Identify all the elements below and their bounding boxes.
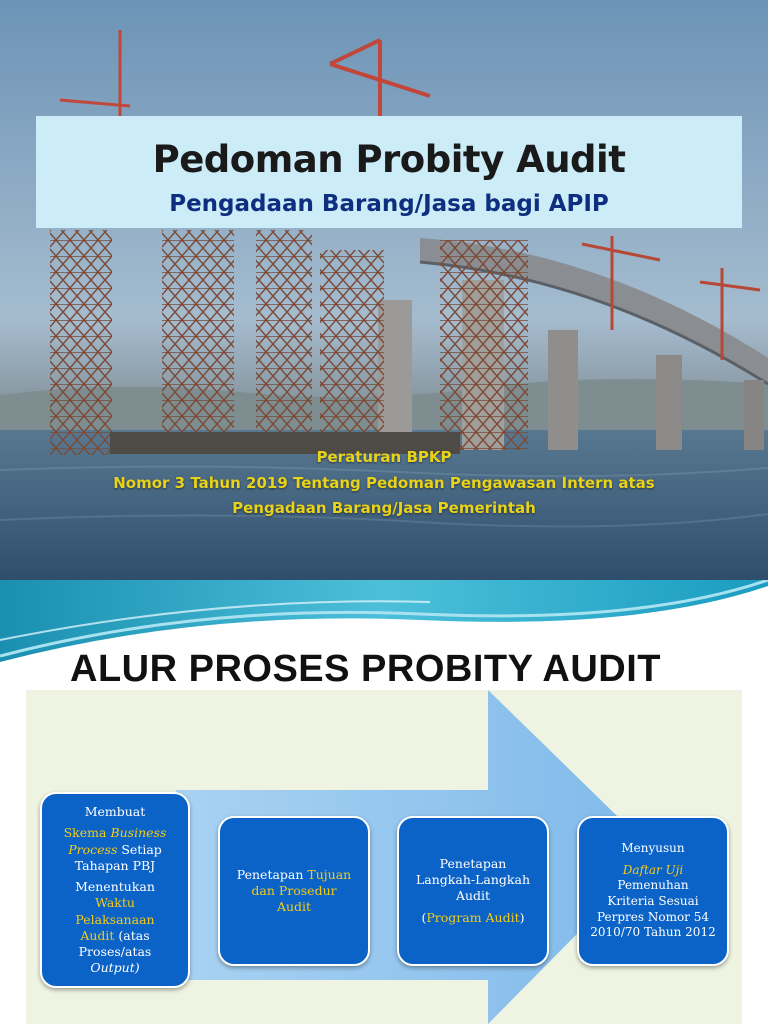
step-3-line-1: Penetapan [439,855,507,871]
slide-title: Pedoman Probity Audit [152,138,626,181]
step-2-penetapan: Penetapan [236,866,308,882]
step-2-line-2: dan Prosedur [251,882,337,898]
step-3-line-3: Audit [455,888,491,903]
step-1-line-5: Menentukan [75,879,155,894]
slide-subtitle: Pengadaan Barang/Jasa bagi APIP [169,191,609,217]
regulation-line-3: Pengadaan Barang/Jasa Pemerintah [232,499,536,517]
step-1-line-9: Proses/atas [78,944,152,959]
step-1-business: Business [110,825,167,841]
step-1-line-6: Waktu [95,895,135,911]
step-4-line-3: Pemenuhan [617,878,689,893]
step-4-line-5: Perpres Nomor 54 [596,909,709,924]
step-1-box [40,792,190,988]
step-1-line-4: Tahapan PBJ [74,857,156,873]
step-2-tujuan: Tujuan [307,866,352,882]
step-3-box [397,816,549,966]
step-4-line-2: Daftar Uji [622,862,684,877]
step-2-line-3: Audit [276,899,312,915]
step-3-line-2: Langkah-Langkah [416,871,530,887]
process-title: ALUR PROSES PROBITY AUDIT [70,648,661,690]
step-1-line-10: Output) [90,960,140,976]
step-2-line-1 [237,867,351,883]
regulation-line-1: Peraturan BPKP [316,448,452,466]
step-4-line-6: 2010/70 Tahun 2012 [590,925,716,940]
step-1-line-2 [64,825,167,841]
process-slide [0,580,768,1024]
regulation-line-2: Nomor 3 Tahun 2019 Tentang Pedoman Pengawasan Intern atas [113,474,655,492]
step-1-audit: Audit [80,927,115,943]
step-1-line-7: Pelaksanaan [75,911,155,927]
step-3-line-4 [421,910,524,926]
step-1-setiap: Setiap [117,841,162,857]
step-4-line-1: Menyusun [621,841,685,856]
step-1-process: Process [68,841,118,857]
step-3-program-audit: Program Audit [426,910,520,926]
step-4-line-4: Kriteria Sesuai [607,894,699,908]
step-1-atas: (atas [114,927,150,943]
title-box [36,116,742,228]
step-1-line-3 [68,842,162,858]
step-3-paren-open: ( [421,910,427,926]
step-1-line-8 [80,928,149,944]
step-2-box [218,816,370,966]
step-4-box [577,816,729,966]
step-1-verb: Membuat [84,804,146,819]
step-1-skema: Skema [63,825,111,841]
step-3-paren-close: ) [519,910,525,926]
